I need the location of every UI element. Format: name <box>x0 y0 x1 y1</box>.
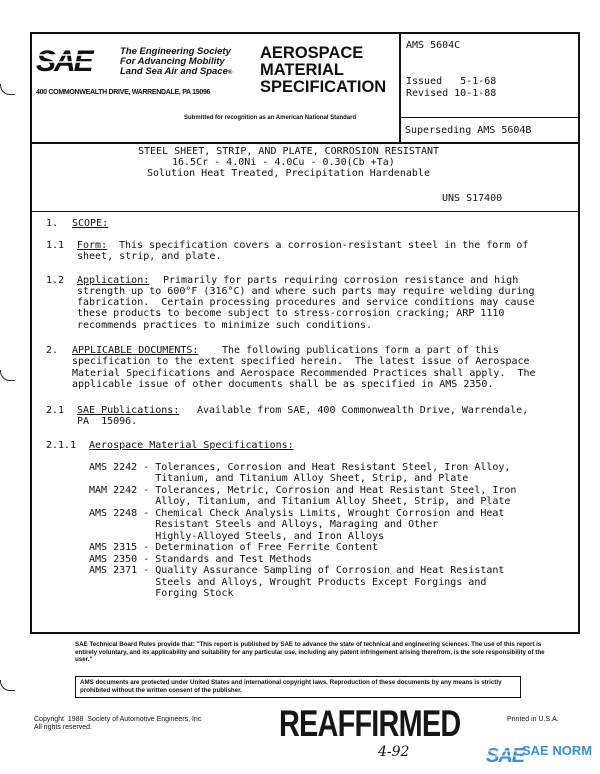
sae-logo-icon <box>36 45 114 78</box>
svg-text:SAE: SAE <box>486 745 525 767</box>
reaffirm-signature: 4-92 <box>378 744 410 760</box>
ams-list-item: AMS 2242 - Tolerances, Corrosion and Heat Resistant Steel, Iron Alloy, <box>89 462 511 473</box>
section-1-2-heading: Application: <box>77 275 150 286</box>
sae-address: 400 COMMONWEALTH DRIVE, WARRENDALE, PA 15096 <box>36 89 211 96</box>
ams-list-item: AMS 2315 - Determination of Free Ferrite Content <box>89 542 378 553</box>
printed-in: Printed in U.S.A. <box>507 716 559 723</box>
section-1-1-heading: Form: <box>77 240 108 251</box>
section-2-1-number: 2.1 <box>46 405 65 416</box>
spec-body <box>30 143 580 634</box>
org-name: The Engineering Society For Advancing Mobility Land Sea Air and Space® <box>120 46 233 77</box>
revised-date: Revised 10-1-88 <box>406 88 497 99</box>
section-2-1-text: Available from SAE, 400 Commonwealth Drive, Warrendale, <box>197 405 529 416</box>
section-1-2-text: fabrication. Certain processing procedures and service conditions may cause <box>77 297 535 308</box>
ams-list-item: AMS 2248 - Chemical Check Analysis Limits, Wrought Corrosion and Heat <box>89 508 505 519</box>
section-2-text: applicable issue of other documents shall be as specified in AMS 2350. <box>72 379 494 390</box>
section-1-title: SCOPE: <box>72 218 109 229</box>
section-2-1-1-number: 2.1.1 <box>46 440 77 451</box>
section-2-1-heading: SAE Publications: <box>77 405 180 416</box>
reaffirmed-stamp: REAFFIRMED <box>279 703 461 744</box>
section-2-text: Material Specifications and Aerospace Recommended Practices shall apply. The <box>72 368 536 379</box>
title-line-1: STEEL SHEET, STRIP, AND PLATE, CORROSION RESISTANT <box>138 146 440 157</box>
section-2-number: 2. <box>46 345 59 356</box>
section-1-1-text: sheet, strip, and plate. <box>77 251 222 262</box>
ams-list-item: Steels and Alloys, Wrought Products Except Forgings and <box>89 577 487 588</box>
copyright-notice: AMS documents are protected under United States and international copyright laws. Reproduction of these documents by any means is strictly prohibited without the written consent of the publisher. <box>75 676 521 698</box>
copyright: Copyright 1988 Society of Automotive Engineers, Inc All rights reserved. <box>34 716 202 731</box>
section-2-text: specification to the extent specified herein. The latest issue of Aerospace <box>72 356 530 367</box>
title-line-3: Solution Heat Treated, Precipitation Hardenable <box>147 168 430 179</box>
section-1-2-text: these products to become subject to stress-corrosion cracking; ARP 1110 <box>77 308 505 319</box>
issue-dates <box>406 76 496 100</box>
ams-list-item: MAM 2242 - Tolerances, Metric, Corrosion and Heat Resistant Steel, Iron <box>89 485 517 496</box>
section-1-2-text: Primarily for parts requiring corrosion resistance and high <box>163 275 519 286</box>
title-line-2: 16.5Cr - 4.0Ni - 4.0Cu - 0.30(Cb +Ta) <box>172 157 395 168</box>
title-separator <box>32 211 578 212</box>
doc-type-title: AEROSPACE MATERIAL SPECIFICATION <box>260 44 387 96</box>
ansi-note: Submitted for recognition as an American National Standard <box>184 115 357 121</box>
section-2-1-text: PA 15096. <box>77 416 138 427</box>
ams-list-item: Alloy, Titanium, and Titanium Alloy Sheet, Strip, and Plate <box>89 496 511 507</box>
binding-mark-bottom <box>0 680 15 691</box>
section-1-2-number: 1.2 <box>46 275 65 286</box>
section-1-2-text: strength up to 600°F (316°C) and where such parts may require welding during <box>77 286 535 297</box>
section-1-1-number: 1.1 <box>46 240 65 251</box>
ams-list-item: Highly-Alloyed Steels, and Iron Alloys <box>89 531 385 542</box>
sae-norm-watermark: SAE NORM <box>522 743 593 758</box>
ams-list-item: Titanium, and Titanium Alloy Sheet, Strip, and Plate <box>89 473 469 484</box>
section-2-1-1-heading: Aerospace Material Specifications: <box>89 440 294 451</box>
ams-list-item: Forging Stock <box>89 588 234 599</box>
uns-number: UNS S17400 <box>442 193 503 204</box>
svg-text:SAE: SAE <box>36 45 92 78</box>
ams-number: AMS 5604C <box>406 40 461 51</box>
issued-date: Issued 5-1-68 <box>406 76 497 87</box>
section-1-1-text: This specification covers a corrosion-resistant steel in the form of <box>119 240 529 251</box>
ams-list-item: AMS 2350 - Standards and Test Methods <box>89 554 312 565</box>
binding-mark-middle <box>0 370 15 381</box>
section-1-number: 1. <box>46 218 59 229</box>
ams-list-item: AMS 2371 - Quality Assurance Sampling of Corrosion and Heat Resistant <box>89 565 505 576</box>
section-2-heading: APPLICABLE DOCUMENTS: <box>72 345 199 356</box>
binding-mark-top <box>0 84 15 95</box>
section-1-2-text: recommends practices to minimize such conditions. <box>77 320 373 331</box>
technical-board-rules: SAE Technical Board Rules provide that: "This report is published by SAE to advance the state of technical and engineering sciences. The use of this report is entirely voluntary, and its applicability and suitability for any particular use, including any patent infringement arising therefrom, is the sole responsibility of the user." <box>75 641 545 663</box>
ams-list-item: Resistant Steels and Alloys, Maraging and Other <box>89 519 439 530</box>
sae-norm-logo-icon <box>486 742 525 768</box>
section-2-text: The following publications form a part of this <box>222 345 499 356</box>
superseding: Superseding AMS 5604B <box>399 117 578 136</box>
header-box <box>30 32 580 144</box>
